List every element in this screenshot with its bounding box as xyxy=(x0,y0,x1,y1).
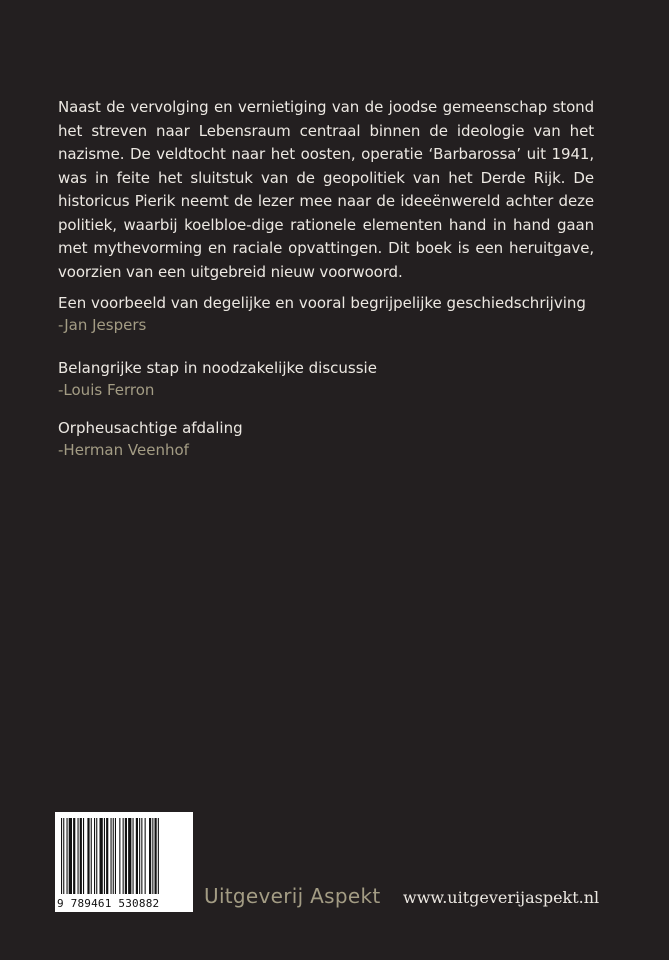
barcode-bar xyxy=(63,818,64,894)
barcode-bar xyxy=(113,818,114,894)
barcode-bar xyxy=(139,818,140,894)
review-quote-text: Orpheusachtige afdaling xyxy=(58,419,243,437)
barcode-bar xyxy=(91,818,92,894)
review-quote-2 xyxy=(58,357,618,401)
barcode-bar xyxy=(78,818,79,894)
barcode-bar xyxy=(69,818,72,894)
barcode-bar xyxy=(96,818,97,894)
barcode-bar xyxy=(100,818,103,894)
barcode-bar xyxy=(61,818,62,894)
back-cover-blurb: Naast de vervolging en vernietiging van de joodse gemeenschap stond het streven naar Lebensraum centraal binnen de ideologie van het nazisme. De veldtocht naar het oosten, operatie ‘Barbarossa’ uit 1941, was in feite het sluitstuk van de geopolitiek van het Derde Rijk. De historicus Pierik neemt de lezer mee naar de ideeënwereld achter deze politiek, waarbij koelbloe-dige rationele elementen hand in hand gaan met mythevorming en raciale opvattingen. Dit boek is een heruitgave, voorzien van een uitgebreid nieuw voorwoord. xyxy=(58,98,594,281)
barcode-bar xyxy=(104,818,105,894)
barcode-bar xyxy=(133,818,134,894)
review-quote-text: Belangrijke stap in noodzakelijke discussie xyxy=(58,359,377,377)
review-quote-text: Een voorbeeld van degelijke en vooral begrijpelijke geschiedschrijving xyxy=(58,294,586,312)
barcode-bars xyxy=(61,818,187,894)
barcode-bar xyxy=(125,818,127,894)
barcode-bar xyxy=(152,818,153,894)
barcode-bar xyxy=(141,818,142,894)
review-quote-3 xyxy=(58,417,618,461)
barcode-bar xyxy=(80,818,82,894)
review-quote-1 xyxy=(58,292,618,336)
barcode-bar xyxy=(106,818,108,894)
barcode-bar xyxy=(136,818,138,894)
barcode-bar xyxy=(115,818,116,894)
barcode-bar xyxy=(94,818,95,894)
barcode-bar xyxy=(119,818,120,894)
isbn-number: 9 789461 530882 xyxy=(57,897,160,910)
barcode-bar xyxy=(123,818,124,894)
barcode-bar xyxy=(155,818,157,894)
barcode-bar xyxy=(145,818,146,894)
review-quote-author: -Herman Veenhof xyxy=(58,441,189,459)
publisher-name: Uitgeverij Aspekt xyxy=(204,884,381,908)
barcode-bar xyxy=(87,818,89,894)
isbn-barcode xyxy=(55,812,193,912)
review-quote-author: -Jan Jespers xyxy=(58,316,147,334)
barcode-bar xyxy=(73,818,75,894)
barcode-bar xyxy=(67,818,68,894)
barcode-bar xyxy=(111,818,112,894)
barcode-bar xyxy=(83,818,84,894)
publisher-website: www.uitgeverijaspekt.nl xyxy=(403,888,600,907)
barcode-bar xyxy=(149,818,151,894)
review-quote-author: -Louis Ferron xyxy=(58,381,155,399)
barcode-bar xyxy=(158,818,159,894)
barcode-bar xyxy=(128,818,131,894)
